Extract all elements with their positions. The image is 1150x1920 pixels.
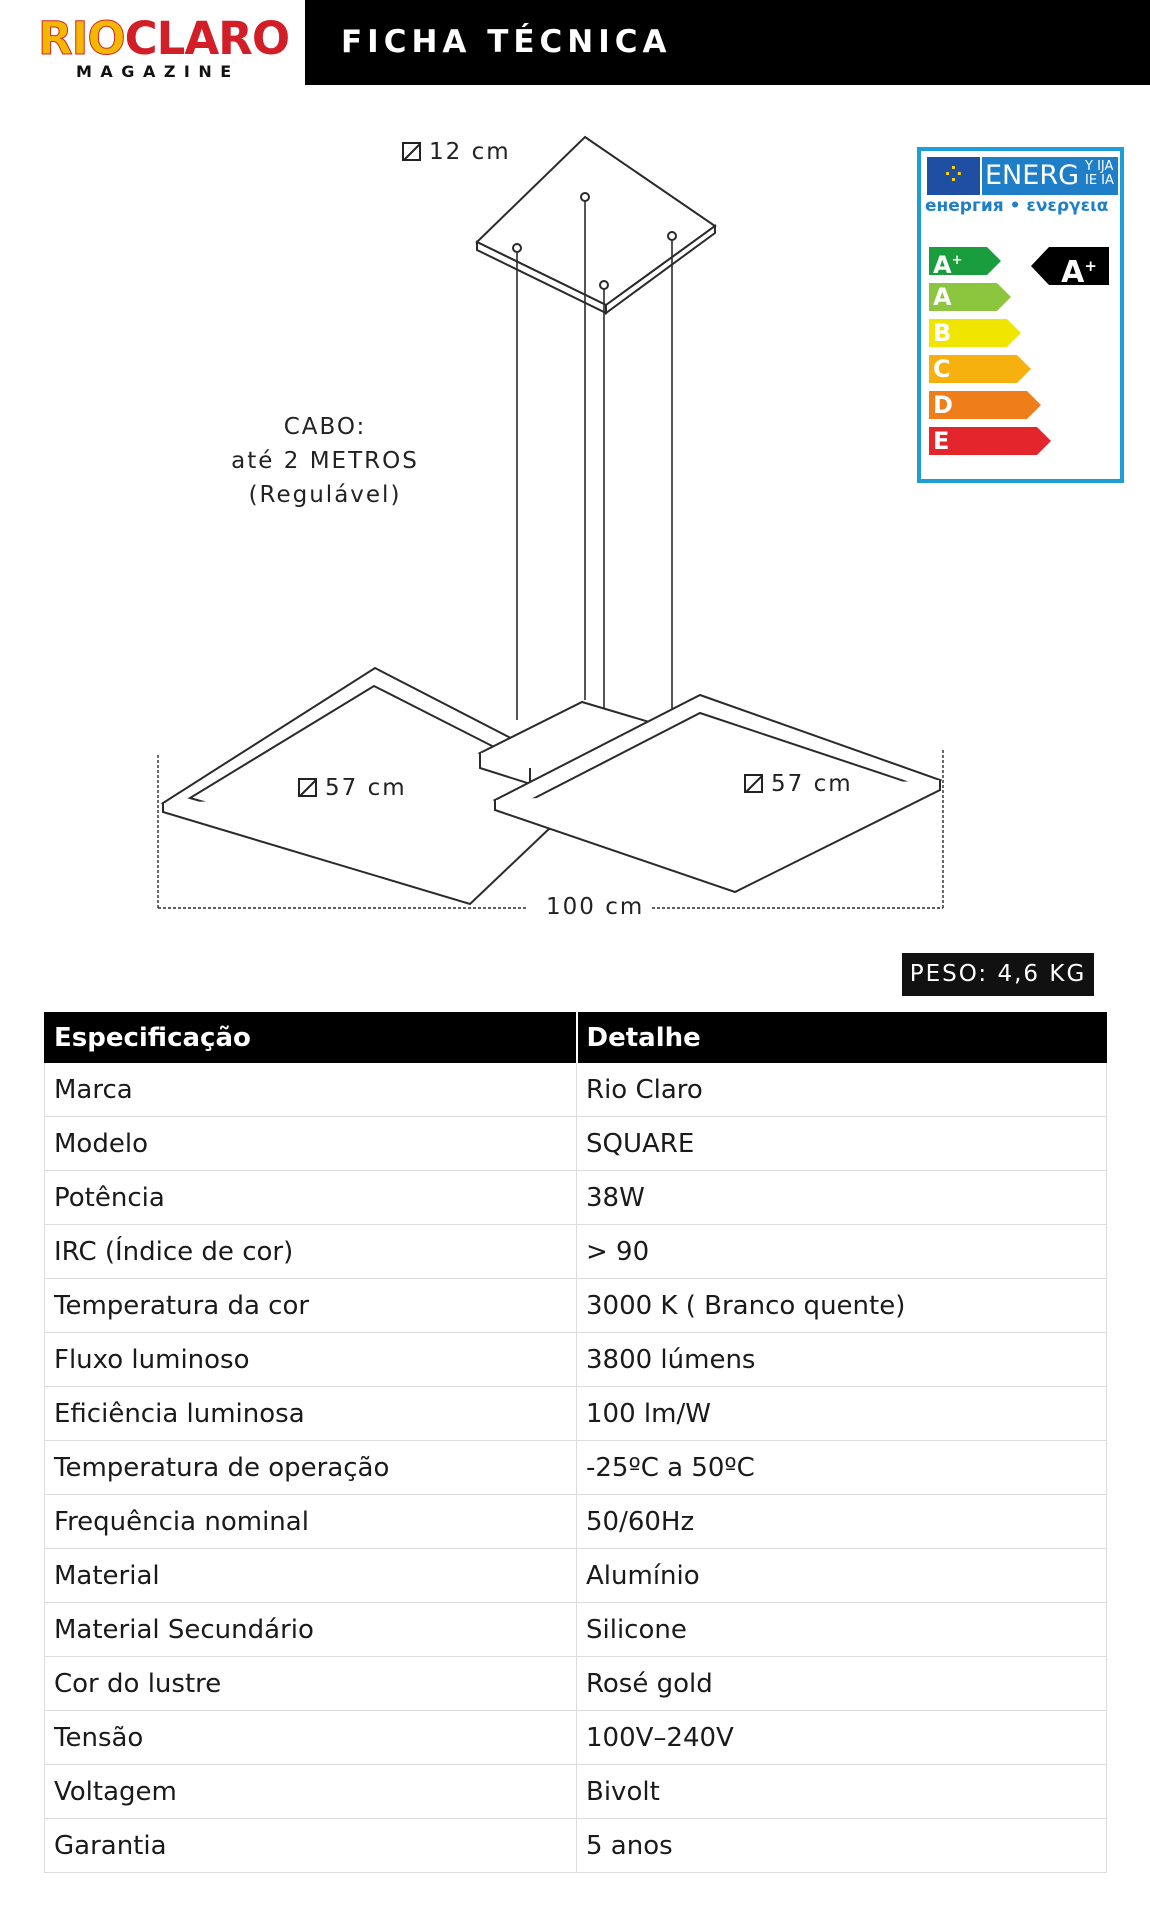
energy-bar-tip bbox=[1007, 319, 1021, 347]
header-spec: Especificação bbox=[45, 1013, 577, 1063]
energy-class-bar: B bbox=[929, 319, 1007, 347]
table-row bbox=[45, 1387, 1107, 1441]
energy-class-bar: A+ bbox=[929, 247, 987, 275]
eu-flag-icon: ⁘ bbox=[927, 157, 980, 195]
detail-cell: 5 anos bbox=[577, 1819, 1107, 1873]
energy-bar-tip bbox=[987, 247, 1001, 275]
canopy bbox=[477, 137, 715, 313]
table-row bbox=[45, 1657, 1107, 1711]
table-row bbox=[45, 1279, 1107, 1333]
logo-wordmark: RIOCLARO bbox=[38, 12, 290, 65]
spec-cell: Voltagem bbox=[45, 1765, 577, 1819]
energy-header: ENERG Y IJA IE IA bbox=[982, 157, 1118, 195]
detail-cell: 50/60Hz bbox=[577, 1495, 1107, 1549]
table-row bbox=[45, 1711, 1107, 1765]
spec-cell: Material bbox=[45, 1549, 577, 1603]
right-frame-dimension-label: 57 cm bbox=[744, 770, 853, 798]
table-row bbox=[45, 1441, 1107, 1495]
spec-cell: Eficiência luminosa bbox=[45, 1387, 577, 1441]
table-row bbox=[45, 1495, 1107, 1549]
table-row bbox=[45, 1225, 1107, 1279]
brand-logo bbox=[38, 12, 298, 81]
spec-cell: IRC (Índice de cor) bbox=[45, 1225, 577, 1279]
header-detail: Detalhe bbox=[577, 1013, 1107, 1063]
cable-length-label: CABO: até 2 METROS (Regulável) bbox=[231, 414, 419, 508]
detail-cell: Rio Claro bbox=[577, 1063, 1107, 1117]
canopy-dimension-label: 12 cm bbox=[402, 138, 511, 166]
energy-class-bar: D bbox=[929, 391, 1027, 419]
table-row bbox=[45, 1765, 1107, 1819]
energy-bar-tip bbox=[1027, 391, 1041, 419]
spec-cell: Marca bbox=[45, 1063, 577, 1117]
spec-cell: Fluxo luminoso bbox=[45, 1333, 577, 1387]
detail-cell: Alumínio bbox=[577, 1549, 1107, 1603]
spec-cell: Cor do lustre bbox=[45, 1657, 577, 1711]
spec-cell: Modelo bbox=[45, 1117, 577, 1171]
detail-cell: 100 lm/W bbox=[577, 1387, 1107, 1441]
energy-bar-tip bbox=[997, 283, 1011, 311]
spec-cell: Temperatura de operação bbox=[45, 1441, 577, 1495]
table-row bbox=[45, 1063, 1107, 1117]
energy-bar-tip bbox=[1037, 427, 1051, 455]
left-frame-dimension-label: 57 cm bbox=[298, 774, 407, 802]
weight-badge: PESO: 4,6 KG bbox=[902, 953, 1094, 996]
diameter-icon bbox=[402, 142, 421, 161]
energy-class-bar: A bbox=[929, 283, 997, 311]
energy-efficiency-label bbox=[917, 147, 1124, 483]
detail-cell: Rosé gold bbox=[577, 1657, 1107, 1711]
detail-cell: 3000 K ( Branco quente) bbox=[577, 1279, 1107, 1333]
detail-cell: SQUARE bbox=[577, 1117, 1107, 1171]
diameter-icon bbox=[298, 778, 317, 797]
detail-cell: Silicone bbox=[577, 1603, 1107, 1657]
spec-cell: Tensão bbox=[45, 1711, 577, 1765]
table-row bbox=[45, 1549, 1107, 1603]
spec-cell: Frequência nominal bbox=[45, 1495, 577, 1549]
table-row bbox=[45, 1117, 1107, 1171]
spec-cell: Temperatura da cor bbox=[45, 1279, 577, 1333]
spec-cell: Garantia bbox=[45, 1819, 577, 1873]
table-row bbox=[45, 1171, 1107, 1225]
spec-cell: Potência bbox=[45, 1171, 577, 1225]
page-title: FICHA TÉCNICA bbox=[341, 24, 672, 60]
table-row bbox=[45, 1603, 1107, 1657]
table-row bbox=[45, 1333, 1107, 1387]
energy-bar-tip bbox=[1017, 355, 1031, 383]
detail-cell: > 90 bbox=[577, 1225, 1107, 1279]
logo-subtitle: MAGAZINE bbox=[76, 62, 240, 81]
energy-languages: енергия • ενεργεια bbox=[925, 196, 1109, 216]
diameter-icon bbox=[744, 774, 763, 793]
header-bar bbox=[305, 0, 1150, 85]
spec-table bbox=[44, 1012, 1107, 1873]
spec-cell: Material Secundário bbox=[45, 1603, 577, 1657]
detail-cell: 100V–240V bbox=[577, 1711, 1107, 1765]
detail-cell: 38W bbox=[577, 1171, 1107, 1225]
detail-cell: -25ºC a 50ºC bbox=[577, 1441, 1107, 1495]
width-dimension-label: 100 cm bbox=[546, 894, 645, 920]
table-row bbox=[45, 1819, 1107, 1873]
table-header-row bbox=[45, 1013, 1107, 1063]
detail-cell: Bivolt bbox=[577, 1765, 1107, 1819]
energy-rating-tag: A+ bbox=[1049, 247, 1109, 285]
energy-class-bar: E bbox=[929, 427, 1037, 455]
detail-cell: 3800 lúmens bbox=[577, 1333, 1107, 1387]
energy-class-bar: C bbox=[929, 355, 1017, 383]
